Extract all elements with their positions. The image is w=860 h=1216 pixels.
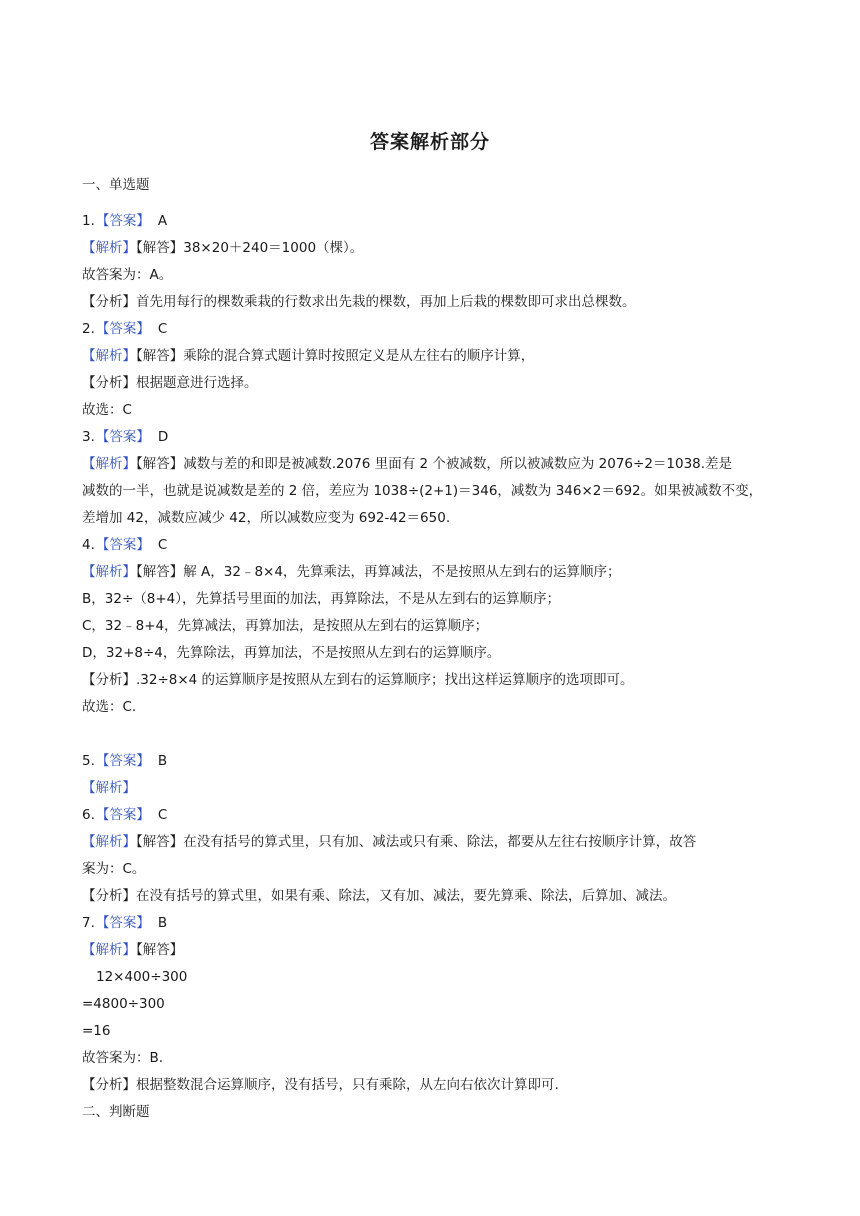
analysis-label: 【解析】 [82, 780, 136, 796]
answer-label: 【答案】 [95, 321, 150, 337]
solution-label: 【解答】 [136, 456, 184, 472]
q2-fenxi-line [82, 370, 782, 397]
answer-label: 【答案】 [95, 807, 150, 823]
q1-conclusion: 故答案为：A。 [82, 267, 173, 283]
page-title: 答案解析部分 [369, 131, 490, 153]
q7-fenxi-line [82, 1072, 782, 1099]
q2-answer-line [82, 316, 782, 343]
q4-conclusion: 故选：C. [82, 699, 137, 715]
answer-label: 【答案】 [95, 213, 150, 229]
q6-solution-line-1 [82, 829, 782, 856]
q7-number: 7. [82, 915, 95, 931]
q5-number: 5. [82, 753, 95, 769]
answer-label: 【答案】 [95, 915, 150, 931]
q1-answer-line [82, 208, 782, 235]
q5-analysis-line [82, 775, 782, 802]
solution-label: 【解答】 [136, 348, 184, 364]
q3-solution-line-2: 减数的一半，也就是说减数是差的 2 倍，差应为 1038÷(2+1)＝346，减数为 346×2＝692。如果被减数不变， [82, 483, 763, 499]
q7-answer: B [157, 915, 168, 931]
fenxi-label: 【分析】 [82, 1077, 136, 1093]
q4-answer: C [157, 537, 168, 553]
q1-fenxi: 首先用每行的棵数乘栽的行数求出先栽的棵数，再加上后栽的棵数即可求出总棵数。 [136, 294, 636, 310]
q4-solution-line [82, 559, 782, 586]
analysis-label: 【解析】 [82, 456, 136, 472]
solution-label: 【解答】 [136, 564, 184, 580]
q6-fenxi-line [82, 883, 782, 910]
fenxi-label: 【分析】 [82, 888, 136, 904]
q2-solution-line [82, 343, 782, 370]
q1-solution: 38×20＋240＝1000（棵）。 [183, 240, 364, 256]
q3-number: 3. [82, 429, 95, 445]
answer-label: 【答案】 [95, 753, 150, 769]
q2-answer: C [157, 321, 168, 337]
q1-fenxi-line [82, 289, 782, 316]
q7-calc-step-1: 12×400÷300 [96, 969, 188, 985]
q3-solution-text-1: 减数与差的和即是被减数.2076 里面有 2 个被减数，所以被减数应为 2076÷2＝1038.差是 [183, 456, 733, 472]
fenxi-label: 【分析】 [82, 672, 136, 688]
q6-solution-line-2: 案为：C。 [82, 861, 146, 877]
q6-solution-text-1: 在没有括号的算式里，只有加、减法或只有乘、除法，都要从左往右按顺序计算，故答 [183, 834, 697, 850]
answer-label: 【答案】 [95, 429, 150, 445]
q3-solution-line-3: 差增加 42，减数应减少 42，所以减数应变为 692-42＝650. [82, 510, 451, 526]
q4-fenxi: .32÷8×4 的运算顺序是按照从左到右的运算顺序；找出这样运算顺序的选项即可。 [136, 672, 634, 688]
q7-calc-step-3: =16 [82, 1023, 111, 1039]
q4-option-d: D，32+8÷4，先算除法，再算加法，不是按照从左到右的运算顺序。 [82, 645, 501, 661]
q6-answer: C [157, 807, 168, 823]
q6-number: 6. [82, 807, 95, 823]
q2-solution: 乘除的混合算式题计算时按照定义是从左往右的顺序计算， [183, 348, 535, 364]
q2-number: 2. [82, 321, 95, 337]
fenxi-label: 【分析】 [82, 294, 136, 310]
q3-answer: D [157, 429, 169, 445]
q2-conclusion: 故选：C [82, 402, 132, 418]
section-heading-true-false: 二、判断题 [82, 1104, 150, 1120]
q7-solution-line [82, 937, 782, 964]
q5-answer-line [82, 748, 782, 775]
solution-label: 【解答】 [136, 942, 184, 958]
q2-fenxi: 根据题意进行选择。 [136, 375, 258, 391]
fenxi-label: 【分析】 [82, 375, 136, 391]
q7-calc-step-2: =4800÷300 [82, 996, 165, 1012]
q6-answer-line [82, 802, 782, 829]
analysis-label: 【解析】 [82, 834, 136, 850]
analysis-label: 【解析】 [82, 348, 136, 364]
solution-label: 【解答】 [136, 240, 184, 256]
q7-fenxi: 根据整数混合运算顺序，没有括号，只有乘除，从左向右依次计算即可. [136, 1077, 559, 1093]
q5-answer: B [157, 753, 168, 769]
q4-answer-line [82, 532, 782, 559]
q6-fenxi: 在没有括号的算式里，如果有乘、除法，又有加、减法，要先算乘、除法，后算加、减法。 [136, 888, 676, 904]
section-heading-single-choice: 一、单选题 [82, 177, 150, 193]
q1-answer: A [157, 213, 168, 229]
q3-answer-line [82, 424, 782, 451]
q4-number: 4. [82, 537, 95, 553]
q4-solution: 解 A，32﹣8×4，先算乘法，再算减法，不是按照从左到右的运算顺序； [183, 564, 621, 580]
analysis-label: 【解析】 [82, 240, 136, 256]
analysis-label: 【解析】 [82, 564, 136, 580]
q4-option-b: B，32÷（8+4），先算括号里面的加法，再算除法，不是从左到右的运算顺序； [82, 591, 560, 607]
q1-number: 1. [82, 213, 95, 229]
q4-option-c: C，32﹣8+4，先算减法，再算加法，是按照从左到右的运算顺序； [82, 618, 489, 634]
q3-solution-line-1 [82, 451, 782, 478]
q7-answer-line [82, 910, 782, 937]
q4-fenxi-line [82, 667, 782, 694]
solution-label: 【解答】 [136, 834, 184, 850]
answer-label: 【答案】 [95, 537, 150, 553]
q7-conclusion: 故答案为：B. [82, 1050, 164, 1066]
q1-solution-line [82, 235, 782, 262]
analysis-label: 【解析】 [82, 942, 136, 958]
